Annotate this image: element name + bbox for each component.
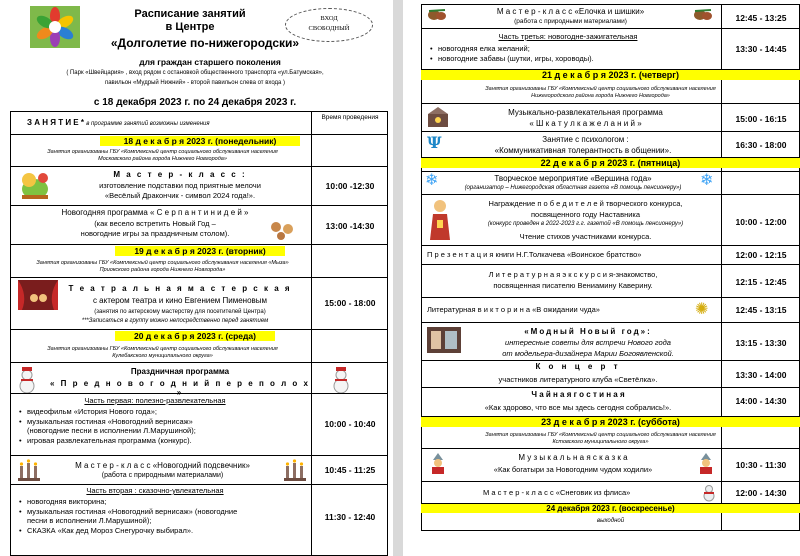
music-time: 15:00 - 16:15: [735, 114, 787, 124]
sparkle-icon: ✺: [695, 301, 709, 318]
list-item: • музыкальная гостиная «Новогодний вернисаж» (новогодние песни в исполнении Л.Марушиной);: [27, 507, 317, 526]
fashion-photo-icon: [427, 327, 461, 353]
concert-title: К о н ц е р т: [535, 362, 621, 371]
candle-holder-icon: [282, 458, 308, 482]
mk1-text: изготовление подставки под приятные мелочи «Весёлый Дракончик - символ 2024 года!».: [99, 181, 261, 200]
list-item: • СКАЗКА «Как дед Мороз Снегурочку выбирал».: [27, 526, 317, 536]
list-item: • новогодняя викторина;: [27, 497, 317, 507]
tea-title: Ч а й н а я г о с т и н а я: [531, 390, 625, 399]
psy-time: 16:30 - 18:00: [735, 140, 787, 150]
event-title: Творческое мероприятие «Вершина года»: [494, 174, 652, 183]
award-line-3: (конкурс проведен в 2022-2023 г.г. газетой «В помощь пенсионеру»): [487, 221, 684, 227]
bogatyr-icon: [695, 452, 717, 474]
day-24-sub: выходной: [596, 518, 625, 524]
event-org: (организатор – Нижегородская областная газета «В помощь пенсионеру»): [464, 185, 682, 191]
pine-cone-icon: [693, 8, 713, 22]
quiz-time: 12:45 - 13:15: [735, 305, 787, 315]
fashion-title: «Модный Новый год»:: [524, 327, 652, 336]
mk1-time: 10:00 -12:30: [325, 181, 375, 191]
mk2-time: 10:45 - 11:25: [324, 465, 376, 475]
music-name: « Ш к а т у л к а ж е л а н и й »: [529, 119, 642, 128]
tale-title: М у з ы к а л ь н а я с к а з к а: [518, 453, 628, 462]
part1-list: [16, 407, 317, 445]
list-item: • видеофильм «История Нового года»;: [27, 407, 317, 417]
part2-time: 11:30 - 12:40: [324, 512, 376, 522]
part1-time: 10:00 - 10:40: [324, 419, 376, 429]
day-24-header: 24 декабря 2023 г. (воскресенье): [421, 504, 800, 513]
theatre-note-2: ***Записаться в группу можно непосредственно перед занятием: [81, 318, 269, 324]
psi-icon: Ψ: [427, 133, 442, 152]
cookies-icon: [268, 219, 298, 241]
day-18-header: 18 д е к а б р я 2023 г. (понедельник): [100, 136, 300, 146]
concert-text: участников литературного клуба «Светёлка».: [498, 375, 658, 384]
pine-cone-icon: [427, 8, 447, 22]
snowflake-icon: ❄: [700, 172, 714, 189]
mk3-sub: (работа с природными материалами): [514, 18, 627, 25]
address-line-2: павильон «Мудрый Нижний» - второй павильон слева от входа ): [104, 80, 286, 86]
org-19: Занятия организованы ГБУ «Комплексный центр социального обслуживания населения «Мыза» Приокского района города Нижнего Новгорода»: [36, 260, 289, 273]
day-21-header: 21 д е к а б р я 2023 г. (четверг): [421, 70, 800, 80]
list-item: • игровая развлекательная программа (конкурс).: [27, 436, 317, 446]
bogatyr-icon: [427, 452, 449, 474]
mk4-title: М а с т е р - к л а с с «Снеговик из флиса»: [483, 488, 631, 497]
award-line-4: Чтение стихов участниками конкурса.: [519, 232, 652, 241]
fashion-time: 13:15 - 13:30: [735, 338, 787, 348]
org-18: Занятия организованы ГБУ «Комплексный центр социального обслуживания населения Московского района города Нижнего Новгорода»: [47, 149, 278, 162]
music-title: Музыкально-развлекательная программа: [508, 108, 663, 117]
tale-time: 10:30 - 11:30: [735, 460, 787, 470]
tea-time: 14:00 - 14:30: [735, 396, 787, 406]
psy-title: Занятие с психологом :: [542, 135, 629, 144]
award-line-2: посвященного году Наставника: [530, 210, 641, 219]
snowman-icon: [16, 366, 38, 394]
part3-time: 13:30 - 14:45: [735, 44, 787, 54]
org-23: Занятия организованы ГБУ «Комплексный центр социального обслуживания населения Кстовского муниципального округа»: [485, 432, 716, 445]
list-item: • новогодние забавы (шутки, игры, хороводы).: [438, 54, 728, 64]
dragon-craft-icon: [16, 169, 54, 201]
list-item: • музыкальная гостиная «Новогодний вернисаж» (новогодние песни в исполнении Л.Марушиной);: [27, 417, 317, 436]
org-21: Занятия организованы ГБУ «Комплексный центр социального обслуживания населения Нижегородского района города Нижнего Новгорода»: [485, 86, 716, 99]
address-line-1: ( Парк «Швейцария» , вход рядом с остановкой общественного транспорта «ул.Батумская»,: [66, 70, 324, 76]
part1-title: Часть первая: полезно-развлекательная: [84, 396, 226, 405]
mk3-title: М а с т е р - к л а с с «Елочка и шишки»: [496, 7, 645, 16]
schedule-title: Расписание занятий в Центре: [134, 8, 246, 33]
psy-name: «Коммуникативная толерантность в общении».: [494, 146, 672, 155]
concert-time: 13:30 - 14:00: [735, 370, 787, 380]
table-header-time: Время проведения: [321, 114, 379, 121]
list-item: • новогодняя елка желаний;: [438, 44, 728, 54]
candle-holder-icon: [16, 458, 42, 482]
mk1-title: М а с т е р - к л а с с :: [113, 170, 247, 179]
prog1-text: (как весело встретить Новый Год – новогодние игры за праздничным столом).: [80, 219, 230, 238]
theatre-text: с актером театра и кино Евгением Пименовым: [92, 296, 268, 305]
snowflake-icon: ❄: [425, 172, 439, 189]
mk3-time: 12:45 - 13:25: [735, 13, 787, 23]
music-box-icon: [427, 106, 449, 128]
presentation-time: 12:00 - 12:15: [735, 250, 787, 260]
part2-title: Часть вторая : сказочно-увлекательная: [86, 486, 224, 495]
tea-text: «Как здорово, что все мы здесь сегодня собрались!».: [484, 403, 672, 412]
snowman-fleece-icon: [699, 484, 719, 502]
free-entry-stamp: ВХОД СВОБОДНЫЙ: [285, 8, 373, 42]
award-time: 10:00 - 12:00: [735, 217, 787, 227]
snowman-icon: [330, 366, 352, 394]
theatre-time: 15:00 - 18:00: [324, 298, 376, 308]
tale-text: «Как богатыри за Новогодним чудом ходили»: [493, 465, 653, 474]
mk2-title: М а с т е р - к л а с с «Новогодний подсвечник»: [75, 461, 250, 470]
date-range: с 18 декабря 2023 г. по 24 декабря 2023 г.: [93, 97, 297, 108]
fashion-text-2: от модельера-дизайнера Марии Богоявленской.: [502, 349, 674, 358]
mk4-time: 12:00 - 14:30: [735, 488, 787, 498]
award-line-1: Награждение п о б е д и т е л е й творческого конкурса,: [488, 199, 683, 208]
theatre-title: Т е а т р а л ь н а я м а с т е р с к а я: [68, 284, 292, 293]
right-page: [403, 0, 800, 556]
day-23-header: 23 д е к а б р я 2023 г. (суббота): [421, 417, 800, 427]
fest-title: Праздничная программа: [130, 367, 230, 376]
org-20: Занятия организованы ГБУ «Комплексный центр социального обслуживания населения Кулебакского муниципального округа»: [47, 346, 278, 359]
presentation: П р е з е н т а ц и я книги Н.Г.Толкачева «Воинское братство»: [427, 250, 642, 259]
table-header-activity: З А Н Я Т И Е * в программе занятий возможны изменения: [27, 118, 210, 127]
prog1-time: 13:00 -14:30: [325, 221, 375, 231]
fashion-text-1: интересные советы для встречи Нового года: [505, 338, 671, 347]
day-19-header: 19 д е к а б р я 2023 г. (вторник): [115, 246, 285, 256]
schedule-table-right: [421, 4, 800, 531]
day-20-header: 20 д е к а б р я 2023 г. (среда): [115, 331, 275, 341]
mk2-sub: (работа с природными материалами): [101, 472, 224, 479]
theatre-stage-icon: [18, 280, 58, 310]
subtitle: для граждан старшего поколения: [139, 57, 281, 67]
prog1-title: Новогодняя программа « С е р п а н т и н и д е й »: [61, 208, 249, 217]
part3-title: Часть третья: новогодне-зажигательная: [498, 32, 638, 41]
quiz: Литературная в и к т о р и н а «В ожидании чуда»: [427, 305, 600, 314]
day-22-header: 22 д е к а б р я 2023 г. (пятница): [421, 158, 800, 168]
left-page: [0, 0, 393, 556]
excursion-line-1: Л и т е р а т у р н а я э к с к у р с и я-знакомство,: [488, 270, 658, 279]
excursion-time: 12:15 - 12:45: [735, 277, 787, 287]
theatre-note: (занятия по актерскому мастерству для посетителей Центра): [94, 309, 266, 315]
part2-list: [16, 497, 317, 535]
center-name: «Долголетие по-нижегородски»: [110, 36, 300, 50]
award-figure-icon: [427, 198, 453, 240]
excursion-line-2: посвященная писателю Вениамину Каверину.: [493, 281, 653, 290]
part3-list: [427, 44, 728, 63]
fest-name: « П р е д н о в о г о д н и й п е р е п о л о х »: [50, 379, 310, 397]
